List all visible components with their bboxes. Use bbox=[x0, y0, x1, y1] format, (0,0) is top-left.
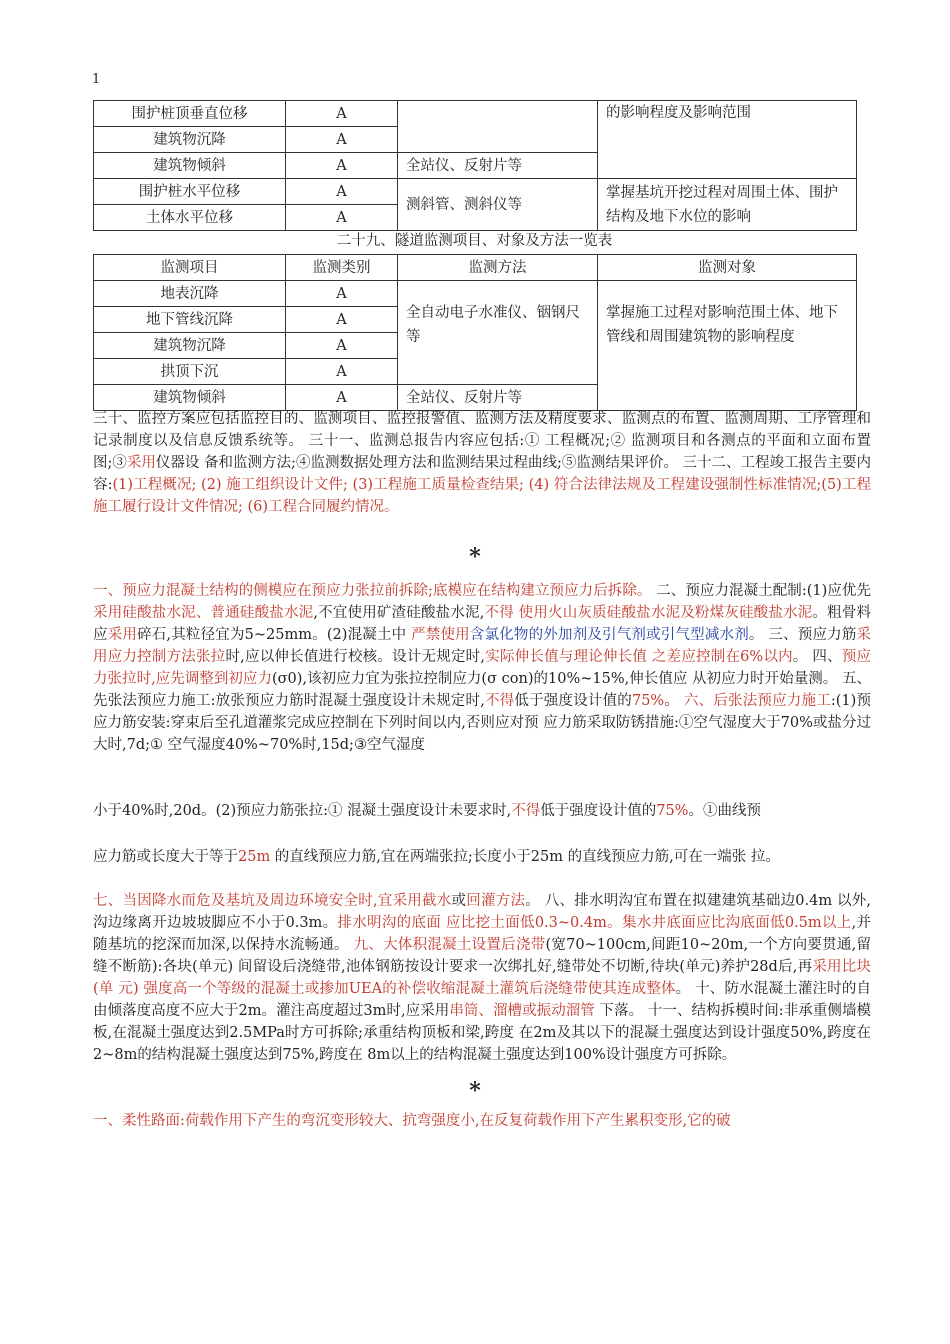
text-span: 。①曲线预 bbox=[688, 803, 761, 819]
table-caption: 二十九、隧道监测项目、对象及方法一览表 bbox=[336, 233, 613, 249]
text-span: 二、预应力混凝土配制:(1)应优先 bbox=[651, 583, 871, 599]
highlight-span: 采用截水 bbox=[392, 893, 452, 909]
highlight-span: 采用比块(单 元) 强度高一个等级的混凝土或掺加UEA的补偿收缩混凝土灌筑后浇缝带使其连成整体 bbox=[93, 959, 872, 997]
text-span: 。 八、排水明沟宜布置在拟建建筑基础边0.4m 以外,沟边缘离开边坡坡脚应不小于0.3m。 bbox=[93, 893, 872, 931]
page-number: 1 bbox=[92, 72, 101, 87]
highlight-span: 采用硅酸盐水泥、普通硅酸盐水泥 bbox=[93, 605, 314, 621]
text-span: (σ0),该初应力宜为张拉控制应力(σ con)的10%~15%,伸长值应 从初应力时开始量测。 五、先张法预应力施工:放张预应力筋时混凝土强度设计未规定时, bbox=[93, 671, 871, 709]
table-cell-object: 的影响程度及影响范围 bbox=[598, 101, 857, 179]
text-span: 下落。 十一、结构拆模时间:非承重侧墙模板,在混凝土强度达到2.5MPa时方可拆除;承重结构顶板和梁,跨度 在2m及其以下的混凝土强度达到设计强度50%,跨度在2~8m的结构混凝土强度达到75%,跨度在 8m以上的结构混凝土强度达到100%设计强度方可拆除。 bbox=[93, 1003, 872, 1063]
text-span: 仪器设 备和监测方法;④监测数据处理方法和监测结果过程曲线;⑤监测结果评价。 三十二、工程竣工报告主要内容: bbox=[93, 455, 872, 493]
table-cell-object: 掌握基坑开挖过程对周围土体、围护结构及地下水位的影响 bbox=[598, 179, 857, 231]
table-cell-type: A bbox=[286, 281, 398, 307]
table-cell-method: 测斜管、测斜仪等 bbox=[398, 179, 598, 231]
table-header: 监测项目 bbox=[94, 255, 286, 281]
table-cell-item: 地下管线沉降 bbox=[94, 307, 286, 333]
text-span: 。 三、预应力筋 bbox=[748, 627, 857, 643]
table-cell-item: 围护桩顶垂直位移 bbox=[94, 101, 286, 127]
table-cell-item: 建筑物倾斜 bbox=[94, 153, 286, 179]
table-cell-item: 地表沉降 bbox=[94, 281, 286, 307]
table-header: 监测对象 bbox=[598, 255, 857, 281]
table-cell-type: A bbox=[286, 101, 398, 127]
table-cell-type: A bbox=[286, 385, 398, 411]
highlight-span: 不得 使用火山灰质硅酸盐水泥及粉煤灰硅酸盐水泥 bbox=[484, 605, 813, 621]
highlight-span: 不得 bbox=[511, 803, 541, 819]
text-span: 。 十、防水混凝土灌注时的自由倾落度高度不应大于2m。灌注高度超过3m时,应采用 bbox=[93, 981, 872, 1019]
highlight-span: 六、后张法预应力施工 bbox=[683, 693, 831, 709]
tunnel-monitoring-table bbox=[93, 254, 857, 411]
table-cell-method: 全自动电子水准仪、铟钢尺等 bbox=[398, 281, 598, 385]
highlight-span: (1)工程概况; (2) 施工组织设计文件; (3)工程施工质量检查结果; (4) 符合法律法规及工程建设强制性标准情况;(5)工程施工履行设计文件情况; (6)工程合同履约情况。 bbox=[93, 477, 872, 515]
text-span: 。粗骨料应 bbox=[93, 605, 872, 643]
table-cell-item: 拱顶下沉 bbox=[94, 359, 286, 385]
table-cell-type: A bbox=[286, 179, 398, 205]
highlight-span: 含氯化物的外加剂及引气剂或引气型减水剂 bbox=[469, 627, 749, 643]
text-span: 小于40%时,20d。(2)预应力筋张拉:① 混凝土强度设计未要求时, bbox=[93, 803, 512, 819]
table-cell-item: 建筑物倾斜 bbox=[94, 385, 286, 411]
text-span: ,不宜使用矿渣硅酸盐水泥, bbox=[313, 605, 485, 621]
highlight-span: 预应力张拉时,应先调整到初应力 bbox=[93, 649, 872, 687]
paragraph-prestress-tension bbox=[93, 800, 871, 822]
table-cell-type: A bbox=[286, 359, 398, 385]
paragraph-flexible-pavement: 一、柔性路面:荷载作用下产生的弯沉变形较大、抗弯强度小,在反复荷载作用下产生累积变形,它的破 bbox=[93, 1113, 731, 1129]
highlight-span: 采用 bbox=[107, 627, 138, 643]
highlight-span: 严禁使用 bbox=[411, 627, 470, 643]
table-cell-item: 建筑物沉降 bbox=[94, 333, 286, 359]
table-cell-type: A bbox=[286, 333, 398, 359]
highlight-span: 采用 bbox=[126, 455, 156, 471]
table-cell-type: A bbox=[286, 127, 398, 153]
text-span: 或 bbox=[451, 893, 467, 909]
highlight-span: 25m bbox=[238, 849, 271, 865]
highlight-span: 九、大体积混凝土设置后浇带 bbox=[353, 937, 546, 953]
text-span: 碎石,其粒径宜为5~25mm。(2)混凝土中 bbox=[137, 627, 412, 643]
paragraph-tension-ends bbox=[93, 846, 871, 868]
table-row bbox=[94, 281, 857, 307]
highlight-span: 采用应力控制方法张拉 bbox=[93, 627, 872, 665]
highlight-span: 排水明沟的底面 应比挖土面低0.3~0.4m。集水井底面应比沟底面低0.5m以上 bbox=[337, 915, 852, 931]
table-cell-item: 围护桩水平位移 bbox=[94, 179, 286, 205]
highlight-span: 75% bbox=[631, 693, 665, 709]
text-span: 时,应以伸长值进行校核。设计无规定时, bbox=[225, 649, 486, 665]
section-separator: * bbox=[469, 544, 481, 570]
table-cell-object: 掌握施工过程对影响范围土体、地下管线和周围建筑物的影响程度 bbox=[598, 281, 857, 411]
section-separator: * bbox=[469, 1078, 481, 1104]
paragraph-prestressed-concrete bbox=[93, 580, 871, 756]
text-span: ,并随基坑的挖深而加深,以保持水流畅通。 bbox=[93, 915, 872, 953]
highlight-span: 不得 bbox=[484, 693, 515, 709]
text-span: 。 bbox=[664, 693, 684, 709]
text-span: 应力筋或长度大于等于 bbox=[93, 849, 238, 865]
text-span: 的直线预应力筋,宜在两端张拉;长度小于25m 的直线预应力筋,可在一端张 拉。 bbox=[270, 849, 780, 865]
table-cell-method: 全站仪、反射片等 bbox=[398, 385, 598, 411]
table-header: 监测类别 bbox=[286, 255, 398, 281]
highlight-span: 七、当因降水而危及基坑及周边环境安全时,宜 bbox=[93, 893, 393, 909]
highlight-span: 串筒、溜槽或振动溜管 bbox=[449, 1003, 595, 1019]
table-cell-type: A bbox=[286, 205, 398, 231]
paragraph-monitoring-report bbox=[93, 408, 871, 518]
table-cell-type: A bbox=[286, 153, 398, 179]
table-cell-method bbox=[398, 101, 598, 153]
table-row bbox=[94, 179, 857, 205]
text-span: 三十、监控方案应包括监控目的、监测项目、监控报警值、监测方法及精度要求、监测点的布置、监测周期、工序管理和记录制度以及信息反馈系统等。 三十一、监测总报告内容应包括:① 工程概况;② 监测项目和各测点的平面和立面布置图;③ bbox=[93, 411, 871, 471]
highlight-span: 回灌方法 bbox=[466, 893, 526, 909]
table-cell-type: A bbox=[286, 307, 398, 333]
highlight-span: 75% bbox=[656, 803, 689, 819]
text-span: 低于强度设计值的 bbox=[540, 803, 657, 819]
text-span: :(1)预应力筋安装:穿束后至孔道灌浆完成应控制在下列时间以内,否则应对预 应力筋采取防锈措施:①空气湿度大于70%或盐分过大时,7d;① 空气湿度40%~70%时,15d;③空气湿度 bbox=[93, 693, 872, 753]
table-row bbox=[94, 101, 857, 127]
foundation-monitoring-table bbox=[93, 100, 857, 231]
paragraph-construction-notes bbox=[93, 890, 871, 1066]
table-cell-method: 全站仪、反射片等 bbox=[398, 153, 598, 179]
table-header: 监测方法 bbox=[398, 255, 598, 281]
table-cell-item: 建筑物沉降 bbox=[94, 127, 286, 153]
text-span: (宽70~100cm,间距10~20m,一个方向要贯通,留缝不断筋):各块(单元) 间留设后浇缝带,池体钢筋按设计要求一次绑扎好,缝带处不切断,待块(单元)养护28d后,再 bbox=[93, 937, 872, 975]
table-header-row bbox=[94, 255, 857, 281]
text-span: 。 四、 bbox=[792, 649, 842, 665]
highlight-span: 一、预应力混凝土结构的侧模应在预应力张拉前拆除;底模应在结构建立预应力后拆除。 bbox=[93, 583, 652, 599]
highlight-span: 实际伸长值与理论伸长值 之差应控制在6%以内 bbox=[485, 649, 793, 665]
table-cell-item: 土体水平位移 bbox=[94, 205, 286, 231]
text-span: 低于强度设计值的 bbox=[514, 693, 632, 709]
